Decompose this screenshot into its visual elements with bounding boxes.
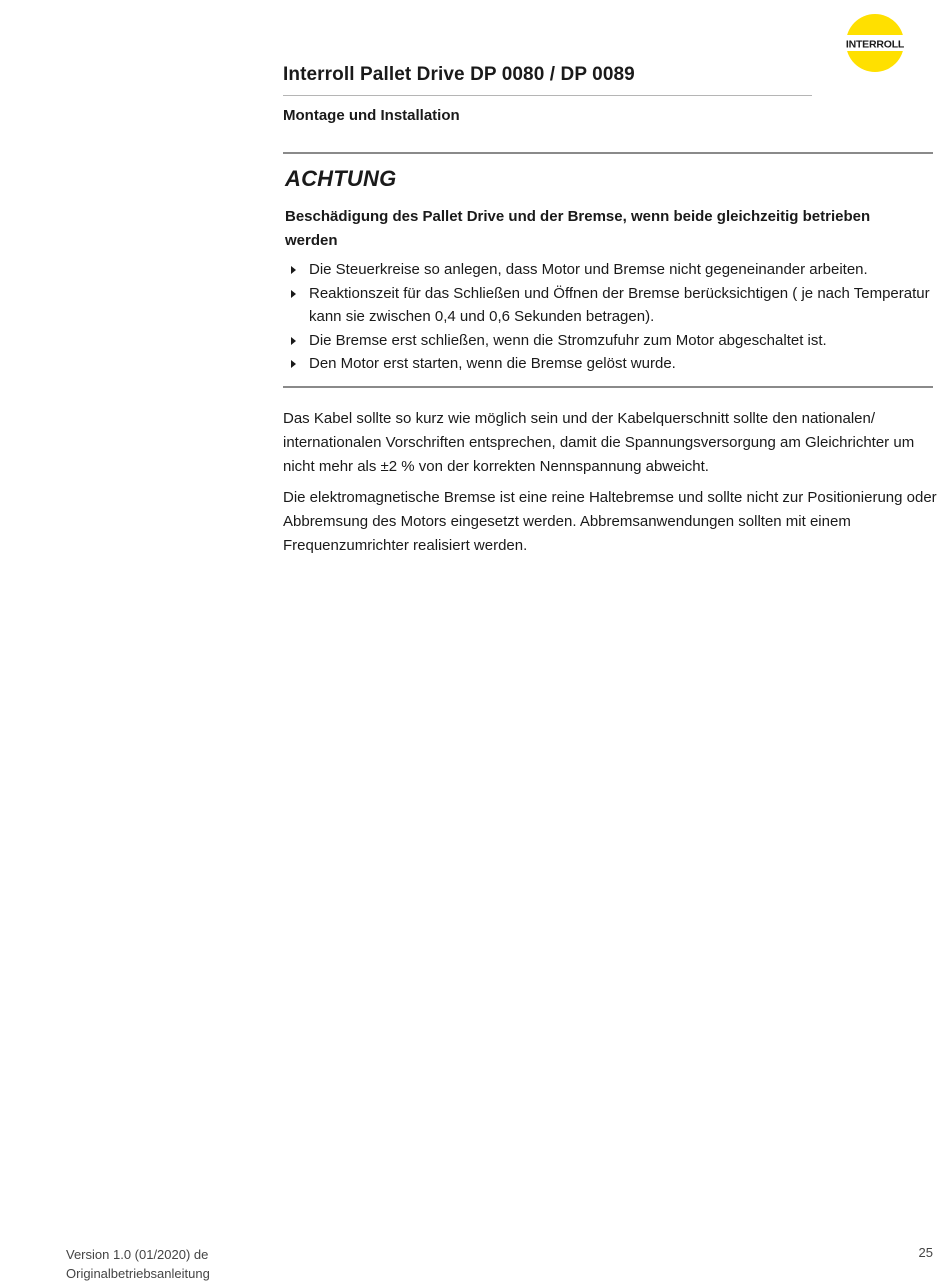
- notice-heading: ACHTUNG: [285, 166, 397, 191]
- document-title: Interroll Pallet Drive DP 0080 / DP 0089: [283, 64, 635, 85]
- section-title: Montage und Installation: [283, 107, 460, 124]
- bullet-arrow-icon: [291, 290, 296, 298]
- footer-version-info: [66, 1245, 210, 1283]
- page-number: 25: [918, 1245, 933, 1260]
- bullet-arrow-icon: [291, 360, 296, 368]
- notice-list: [285, 258, 933, 376]
- footer-doc-type: Originalbetriebsanleitung: [66, 1266, 210, 1281]
- notice-top-divider: [283, 152, 933, 154]
- notice-subheading: Beschädigung des Pallet Drive und der Bremse, wenn beide gleichzeitig betrieben werden: [285, 208, 871, 249]
- list-item: [285, 282, 933, 329]
- footer-version: Version 1.0 (01/2020) de: [66, 1247, 209, 1262]
- bullet-arrow-icon: [291, 266, 296, 274]
- body-paragraph-brake: Die elektromagnetische Bremse ist eine reine Haltebremse und sollte nicht zur Positionierung oder Abbremsung des Motors eingesetzt werden. Abbremsanwendungen sollten mit einem Frequenzumrichter realisiert werden.: [283, 489, 937, 554]
- list-item-text: Die Steuerkreise so anlegen, dass Motor und Bremse nicht gegeneinander arbeiten.: [309, 261, 868, 278]
- list-item: [285, 329, 933, 353]
- interroll-logo: [845, 13, 905, 73]
- logo-text: INTERROLL: [845, 38, 905, 51]
- body-paragraph-cable: Das Kabel sollte so kurz wie möglich sein und der Kabelquerschnitt sollte den nationalen/ internationalen Vorschriften entsprechen, damit die Spannungsversorgung am Gleichrichter um nicht mehr als ±2 % von der korrekten Nennspannung abweicht.: [283, 410, 915, 475]
- list-item-text: Reaktionszeit für das Schließen und Öffnen der Bremse berücksichtigen ( je nach Temperatur kann sie zwischen 0,4 und 0,6 Sekunden betragen).: [309, 284, 930, 325]
- list-item: [285, 352, 933, 376]
- notice-bottom-divider: [283, 386, 933, 388]
- bullet-arrow-icon: [291, 337, 296, 345]
- list-item: [285, 258, 933, 282]
- list-item-text: Den Motor erst starten, wenn die Bremse gelöst wurde.: [309, 355, 676, 372]
- list-item-text: Die Bremse erst schließen, wenn die Stromzufuhr zum Motor abgeschaltet ist.: [309, 331, 827, 349]
- title-divider: [283, 95, 812, 96]
